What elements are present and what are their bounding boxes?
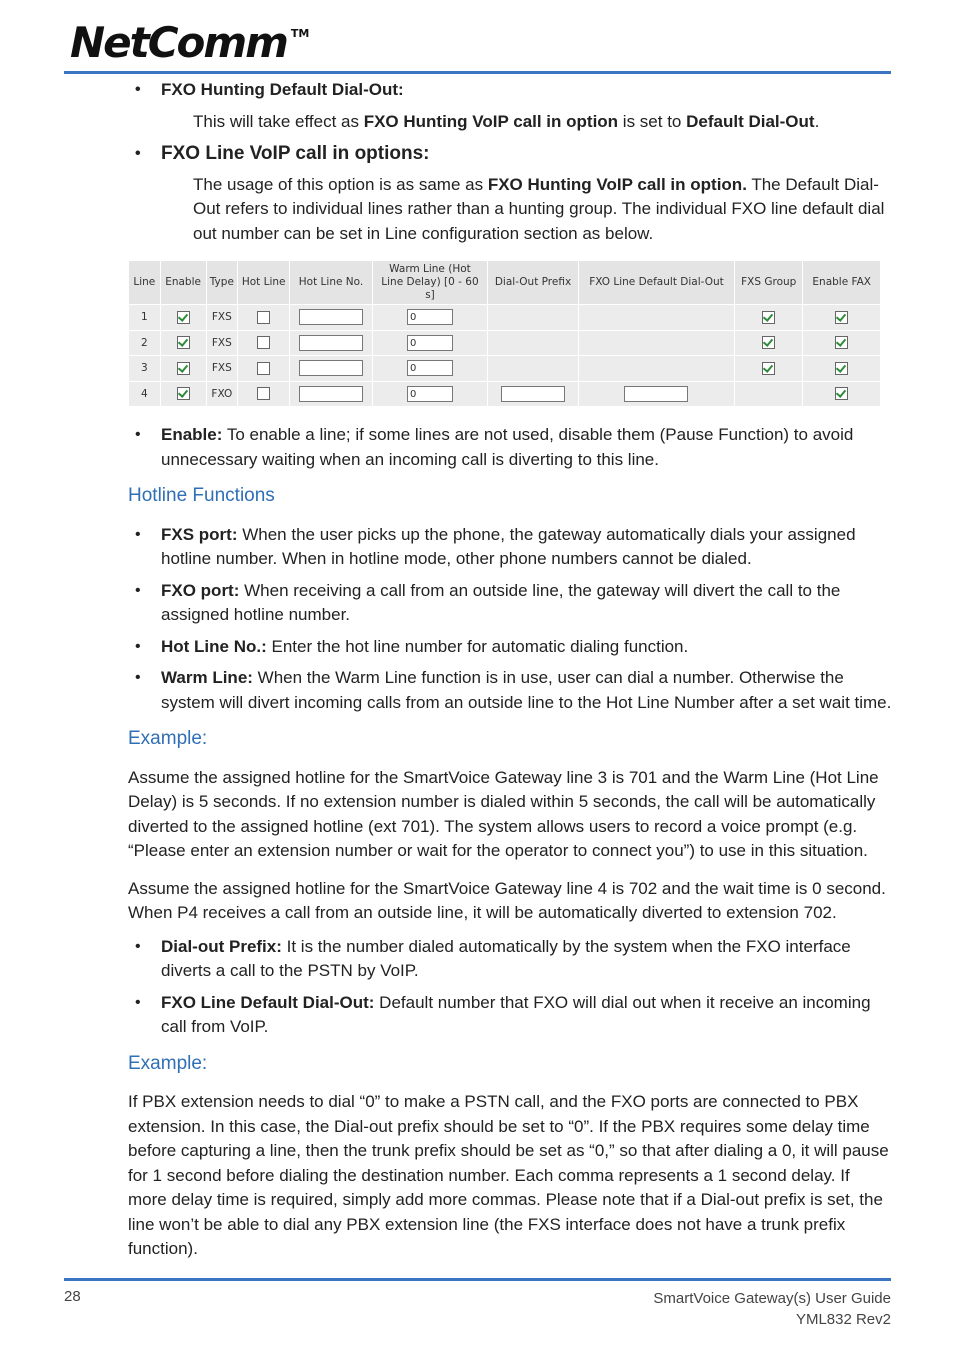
col-type: Type (206, 261, 238, 305)
warm-line-input[interactable]: 0 (407, 386, 453, 402)
warm-line-label: Warm Line: (161, 668, 253, 687)
hot-line-no-input[interactable] (299, 309, 363, 325)
hunting-default-bold-2: Default Dial-Out (686, 111, 815, 131)
type-cell: FXS (206, 356, 238, 382)
col-hot-line: Hot Line (238, 261, 290, 305)
table-row (129, 381, 881, 407)
enable-cell (160, 356, 206, 382)
fxs-port-label: FXS port: (161, 524, 238, 544)
fxo-port-text: When receiving a call from an outside line, the gateway will divert the call to the assigned hotline number. (161, 580, 841, 624)
hot-line-cell (238, 381, 290, 407)
example-heading-1: Example: (128, 728, 208, 749)
revision: YML832 Rev2 (795, 1311, 891, 1328)
dialout-prefix-cell (488, 330, 579, 356)
hot-line-no-text: Enter the hot line number for automatic dialing function. (266, 636, 689, 656)
fxs-group-cell (735, 381, 803, 407)
enable-fax-cell (803, 305, 881, 331)
line-voip-text-2: The Default Dial-Out refers to individual lines rather than a hunting group. The individual FXO line default dial out number can be set in Line configuration section as below. (193, 174, 885, 243)
enable-checkbox[interactable] (177, 311, 190, 324)
bullet-fxo-default-dialout (128, 991, 892, 1040)
warm-line-input[interactable]: 0 (407, 360, 453, 376)
trademark-mark: TM (290, 27, 310, 40)
line-number: 3 (129, 356, 161, 382)
table-row (129, 356, 881, 382)
fxo-default-dialout-cell (578, 330, 734, 356)
bullet-dialout-prefix (128, 935, 892, 984)
hot-line-checkbox[interactable] (257, 362, 270, 375)
warm-line-cell (372, 330, 487, 356)
line-config-table (128, 260, 881, 407)
bullet-fxs-port (128, 523, 892, 572)
fxs-group-cell (735, 305, 803, 331)
line-voip-desc (128, 173, 892, 247)
hot-line-no-label: Hot Line No.: (161, 636, 267, 656)
dialout-prefix-cell (488, 356, 579, 382)
enable-fax-cell (803, 356, 881, 382)
hunting-default-text-2: is set to (618, 111, 687, 131)
enable-checkbox[interactable] (177, 336, 190, 349)
warm-line-input[interactable]: 0 (407, 309, 453, 325)
bullet-fxo-port (128, 579, 892, 628)
type-cell: FXO (206, 381, 238, 407)
hot-line-no-cell (290, 381, 373, 407)
warm-line-cell (372, 381, 487, 407)
hunting-default-text-3: . (814, 111, 820, 131)
line-number: 4 (129, 381, 161, 407)
warm-line-cell (372, 356, 487, 382)
enable-fax-cell (803, 381, 881, 407)
hunting-default-text-1: This will take effect as (193, 111, 364, 131)
col-enable: Enable (160, 261, 206, 305)
hot-line-no-input[interactable] (299, 386, 363, 402)
enable-fax-checkbox[interactable] (835, 362, 848, 375)
header-rule (64, 71, 891, 74)
bullet-hunting-default (128, 78, 892, 103)
logo-text: NetComm (70, 18, 287, 67)
hot-line-no-cell (290, 330, 373, 356)
table-row (129, 305, 881, 331)
col-line: Line (129, 261, 161, 305)
enable-cell (160, 381, 206, 407)
fxs-group-checkbox[interactable] (762, 362, 775, 375)
hunting-default-desc (128, 110, 892, 135)
footer-info (653, 1288, 891, 1330)
hunting-default-bold-1: FXO Hunting VoIP call in option (363, 111, 619, 131)
hot-line-cell (238, 356, 290, 382)
fxs-group-cell (735, 330, 803, 356)
dialout-prefix-text: It is the number dialed automatically by the system when the FXO interface diverts a call to the PSTN by VoIP. (161, 936, 851, 980)
example-paragraph-1b: Assume the assigned hotline for the SmartVoice Gateway line 4 is 702 and the wait time is 0 second. When P4 receives a call from an outside line, it will be automatically diverted to extension 702. (128, 878, 886, 922)
bullet-hot-line-no (128, 635, 892, 660)
enable-cell (160, 305, 206, 331)
table-header-row (129, 261, 881, 305)
enable-label: Enable: (161, 425, 223, 444)
col-fxo-default-dialout: FXO Line Default Dial-Out (578, 261, 734, 305)
col-dialout-prefix: Dial-Out Prefix (488, 261, 579, 305)
enable-fax-checkbox[interactable] (835, 336, 848, 349)
page-number: 28 (64, 1288, 81, 1305)
fxo-default-dialout-cell (578, 356, 734, 382)
hotline-functions-heading: Hotline Functions (128, 485, 275, 506)
hot-line-checkbox[interactable] (257, 336, 270, 349)
fxs-group-checkbox[interactable] (762, 336, 775, 349)
fxo-default-dialout-text: Default number that FXO will dial out when it receive an incoming call from VoIP. (161, 992, 871, 1036)
hot-line-cell (238, 305, 290, 331)
fxo-default-dialout-input[interactable] (624, 386, 688, 402)
line-voip-text-1: The usage of this option is as same as (193, 174, 488, 194)
warm-line-input[interactable]: 0 (407, 335, 453, 351)
enable-cell (160, 330, 206, 356)
fxo-default-dialout-cell (578, 305, 734, 331)
enable-fax-checkbox[interactable] (835, 311, 848, 324)
fxo-port-label: FXO port: (161, 580, 240, 600)
enable-fax-cell (803, 330, 881, 356)
fxs-group-checkbox[interactable] (762, 311, 775, 324)
dialout-prefix-cell (488, 381, 579, 407)
page-content (128, 78, 892, 1262)
col-fxs-group: FXS Group (735, 261, 803, 305)
guide-title: SmartVoice Gateway(s) User Guide (653, 1290, 891, 1307)
footer-rule (64, 1278, 891, 1281)
dialout-prefix-label: Dial-out Prefix: (161, 936, 282, 956)
fxs-port-text: When the user picks up the phone, the gateway automatically dials your assigned hotline number. When in hotline mode, other phone numbers cannot be dialed. (161, 524, 856, 568)
line-number: 1 (129, 305, 161, 331)
enable-checkbox[interactable] (177, 387, 190, 400)
bullet-warm-line (128, 666, 892, 715)
dialout-prefix-input[interactable] (501, 386, 565, 402)
enable-checkbox[interactable] (177, 362, 190, 375)
example-paragraph-2: If PBX extension needs to dial “0” to make a PSTN call, and the FXO ports are connected to PBX extension. In this case, the Dial-out prefix should be set to “0”. If the PBX requires some delay time before capturing a line, then the trunk prefix should be set as “0,” so that after dialing a 0, it will pause for 1 second before dialing the destination number. Each comma represents a 1 second delay. If more delay time is required, simply add more commas. Please note that if a Dial-out prefix is set, the line won’t be able to dial any PBX extension line (the FXS interface does not have a trunk prefix function). (128, 1092, 889, 1258)
example-paragraph-1a: Assume the assigned hotline for the SmartVoice Gateway line 3 is 701 and the Warm Line (Hot Line Delay) is 5 seconds. If no extension number is dialed within 5 seconds, the call will be automatically diverted to the assigned hotline (ext 701). The system allows users to record a voice prompt (e.g. “Please enter an extension number or wait for the operator to connect you”) to use in this situation. (128, 767, 879, 860)
hot-line-no-cell (290, 356, 373, 382)
warm-line-cell (372, 305, 487, 331)
table-row (129, 330, 881, 356)
warm-line-text: When the Warm Line function is in use, user can dial a number. Otherwise the system will divert incoming calls from an outside line to the Hot Line Number after a set wait time. (161, 668, 892, 712)
hot-line-checkbox[interactable] (257, 387, 270, 400)
hot-line-no-input[interactable] (299, 360, 363, 376)
netcomm-logo (70, 18, 310, 67)
hot-line-no-input[interactable] (299, 335, 363, 351)
fxs-group-cell (735, 356, 803, 382)
fxo-default-dialout-label: FXO Line Default Dial-Out: (161, 992, 375, 1012)
enable-text: To enable a line; if some lines are not used, disable them (Pause Function) to avoid unnecessary waiting when an incoming call is diverting to this line. (161, 425, 854, 469)
line-voip-bold-1: FXO Hunting VoIP call in option. (487, 174, 747, 194)
col-hot-line-no: Hot Line No. (290, 261, 373, 305)
type-cell: FXS (206, 305, 238, 331)
fxo-default-dialout-cell (578, 381, 734, 407)
dialout-prefix-cell (488, 305, 579, 331)
hunting-default-label: FXO Hunting Default Dial-Out: (161, 80, 404, 99)
col-warm-line: Warm Line (Hot Line Delay) [0 - 60 s] (372, 261, 487, 305)
bullet-enable (128, 423, 892, 472)
line-voip-label: FXO Line VoIP call in options: (161, 143, 430, 164)
hot-line-checkbox[interactable] (257, 311, 270, 324)
line-number: 2 (129, 330, 161, 356)
hot-line-no-cell (290, 305, 373, 331)
example-heading-2: Example: (128, 1052, 208, 1074)
bullet-line-voip (128, 142, 892, 167)
hot-line-cell (238, 330, 290, 356)
type-cell: FXS (206, 330, 238, 356)
enable-fax-checkbox[interactable] (835, 387, 848, 400)
col-enable-fax: Enable FAX (803, 261, 881, 305)
